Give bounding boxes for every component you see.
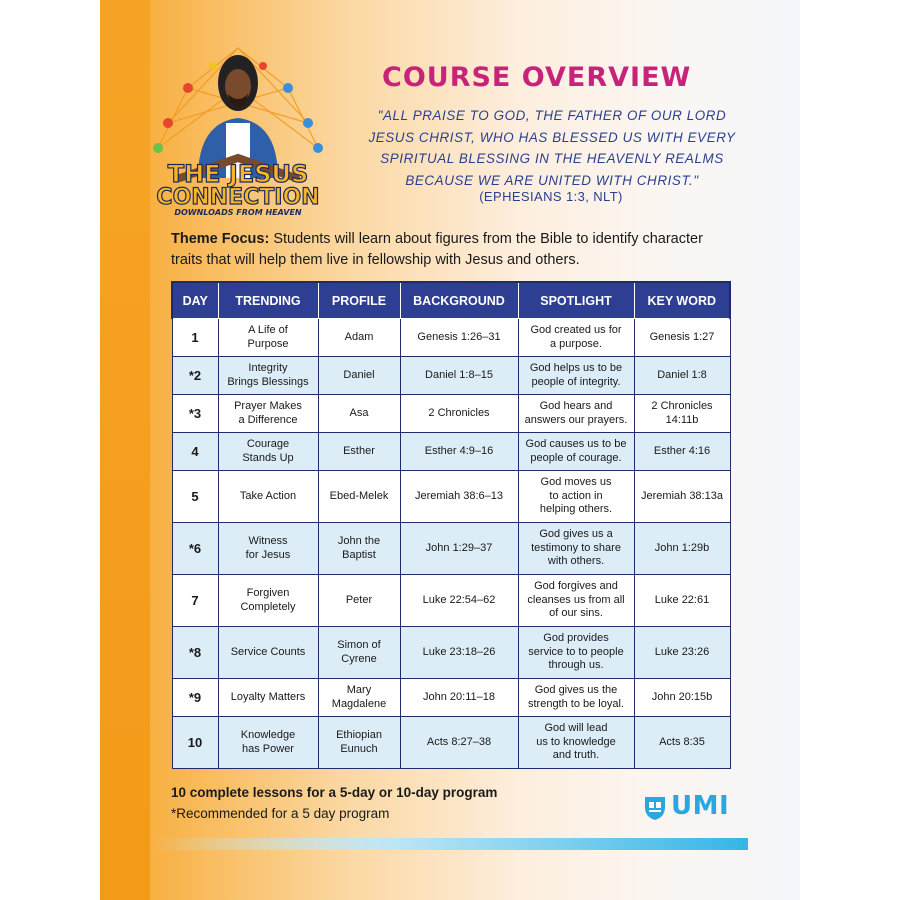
day-cell: 10 [172, 717, 218, 769]
trending-cell: Loyalty Matters [218, 679, 318, 717]
table-row [172, 523, 730, 575]
background-cell: Luke 23:18–26 [400, 627, 518, 679]
spotlight-cell: God will lead us to knowledge and truth. [518, 717, 634, 769]
key-word-cell: Luke 23:26 [634, 627, 730, 679]
key-word-cell: Esther 4:16 [634, 433, 730, 471]
table-row [172, 395, 730, 433]
table-row [172, 471, 730, 523]
logo-line1: THE JESUS [167, 160, 309, 188]
day-cell: *9 [172, 679, 218, 717]
spotlight-cell: God helps us to be people of integrity. [518, 357, 634, 395]
background-cell: Genesis 1:26–31 [400, 319, 518, 357]
umi-shield-icon [643, 795, 667, 821]
profile-cell: Asa [318, 395, 400, 433]
quote-line: BECAUSE WE ARE UNITED WITH CHRIST." [405, 172, 699, 188]
umi-wordmark: UMI [671, 791, 730, 821]
trending-cell: Service Counts [218, 627, 318, 679]
umi-logo [643, 793, 733, 823]
background-cell: Luke 22:54–62 [400, 575, 518, 627]
spotlight-cell: God provides service to to people through us. [518, 627, 634, 679]
spotlight-cell: God causes us to be people of courage. [518, 433, 634, 471]
key-word-cell: Jeremiah 38:13a [634, 471, 730, 523]
quote-line: SPIRITUAL BLESSING IN THE HEAVENLY REALMS [380, 151, 724, 166]
table-row [172, 627, 730, 679]
day-cell: 1 [172, 319, 218, 357]
trending-cell: Integrity Brings Blessings [218, 357, 318, 395]
trending-cell: Forgiven Completely [218, 575, 318, 627]
header-profile: PROFILE [318, 282, 400, 319]
quote-line: "ALL PRAISE TO GOD, THE FATHER OF OUR LORD [377, 108, 727, 123]
table-row [172, 679, 730, 717]
table-row [172, 319, 730, 357]
scripture-quote [362, 105, 742, 191]
page-title: COURSE OVERVIEW [382, 62, 692, 93]
key-word-cell: John 20:15b [634, 679, 730, 717]
profile-cell: Daniel [318, 357, 400, 395]
background-cell: Jeremiah 38:6–13 [400, 471, 518, 523]
profile-cell: Esther [318, 433, 400, 471]
day-cell: 4 [172, 433, 218, 471]
profile-cell: Mary Magdalene [318, 679, 400, 717]
jesus-connection-logo [138, 28, 338, 218]
profile-cell: Simon of Cyrene [318, 627, 400, 679]
profile-cell: Peter [318, 575, 400, 627]
logo-tagline: DOWNLOADS FROM HEAVEN [174, 208, 302, 217]
table-row [172, 717, 730, 769]
header-background: BACKGROUND [400, 282, 518, 319]
table-header-row [172, 282, 730, 319]
theme-focus [171, 229, 731, 271]
trending-cell: A Life of Purpose [218, 319, 318, 357]
profile-cell: Adam [318, 319, 400, 357]
quote-citation: (EPHESIANS 1:3, NLT) [479, 189, 623, 204]
day-cell: *2 [172, 357, 218, 395]
key-word-cell: 2 Chronicles 14:11b [634, 395, 730, 433]
key-word-cell: Genesis 1:27 [634, 319, 730, 357]
header-spotlight: SPOTLIGHT [518, 282, 634, 319]
profile-cell: John the Baptist [318, 523, 400, 575]
logo-line2: CONNECTION [156, 185, 320, 210]
header-key-word: KEY WORD [634, 282, 730, 319]
key-word-cell: Luke 22:61 [634, 575, 730, 627]
background-cell: Acts 8:27–38 [400, 717, 518, 769]
spotlight-cell: God forgives and cleanses us from all of our sins. [518, 575, 634, 627]
theme-text: Students will learn about figures from the Bible to identify character traits that will help them live in fellowship with Jesus and others. [171, 231, 703, 268]
trending-cell: Courage Stands Up [218, 433, 318, 471]
header-trending: TRENDING [218, 282, 318, 319]
trending-cell: Prayer Makes a Difference [218, 395, 318, 433]
spotlight-cell: God gives us the strength to be loyal. [518, 679, 634, 717]
background-cell: Esther 4:9–16 [400, 433, 518, 471]
table-row [172, 433, 730, 471]
table-row [172, 575, 730, 627]
key-word-cell: Daniel 1:8 [634, 357, 730, 395]
table-row [172, 357, 730, 395]
spotlight-cell: God gives us a testimony to share with others. [518, 523, 634, 575]
theme-label: Theme Focus: [171, 231, 270, 247]
spotlight-cell: God created us for a purpose. [518, 319, 634, 357]
day-cell: *6 [172, 523, 218, 575]
trending-cell: Take Action [218, 471, 318, 523]
background-cell: John 20:11–18 [400, 679, 518, 717]
background-cell: John 1:29–37 [400, 523, 518, 575]
day-cell: 5 [172, 471, 218, 523]
day-cell: 7 [172, 575, 218, 627]
trending-cell: Witness for Jesus [218, 523, 318, 575]
day-cell: *8 [172, 627, 218, 679]
trending-cell: Knowledge has Power [218, 717, 318, 769]
header-day: DAY [172, 282, 218, 319]
spotlight-cell: God moves us to action in helping others. [518, 471, 634, 523]
profile-cell: Ebed-Melek [318, 471, 400, 523]
profile-cell: Ethiopian Eunuch [318, 717, 400, 769]
key-word-cell: John 1:29b [634, 523, 730, 575]
footer-recommended-note: *Recommended for a 5 day program [171, 806, 390, 821]
spotlight-cell: God hears and answers our prayers. [518, 395, 634, 433]
day-cell: *3 [172, 395, 218, 433]
bottom-accent-bar [150, 838, 748, 850]
footer-lessons-note: 10 complete lessons for a 5-day or 10-day program [171, 785, 498, 800]
course-table [171, 281, 731, 769]
background-cell: 2 Chronicles [400, 395, 518, 433]
background-cell: Daniel 1:8–15 [400, 357, 518, 395]
key-word-cell: Acts 8:35 [634, 717, 730, 769]
quote-line: JESUS CHRIST, WHO HAS BLESSED US WITH EVERY [368, 129, 736, 145]
